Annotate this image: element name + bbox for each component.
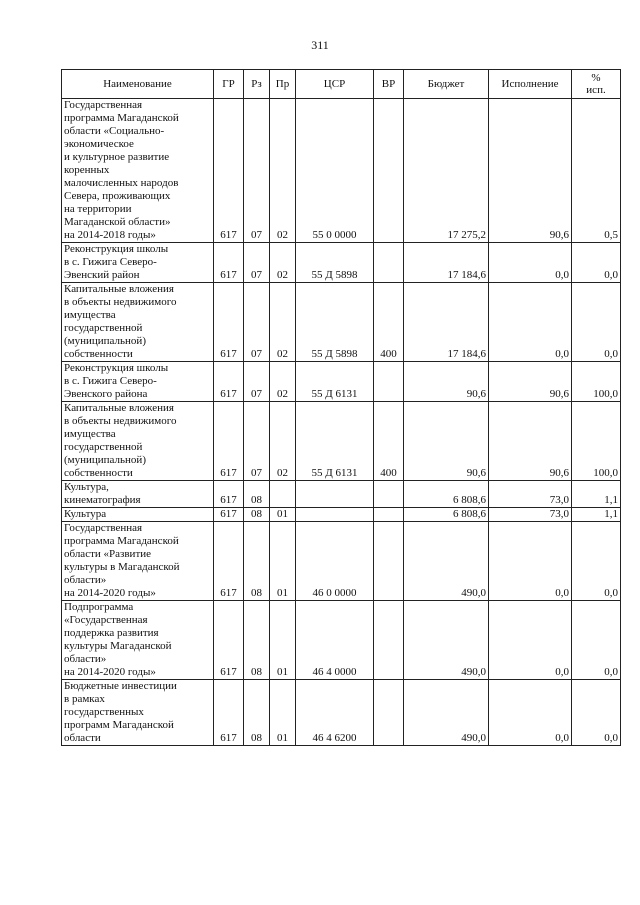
cell-name: Культура (62, 508, 214, 522)
cell-budget: 490,0 (404, 601, 489, 680)
cell-rz: 08 (244, 522, 270, 601)
cell-pr (270, 481, 296, 508)
cell-budget: 90,6 (404, 362, 489, 402)
cell-csr (296, 481, 374, 508)
table-row (62, 601, 621, 680)
cell-csr: 46 4 6200 (296, 680, 374, 746)
table-row (62, 402, 621, 481)
cell-pr: 02 (270, 243, 296, 283)
cell-vr (374, 522, 404, 601)
cell-vr (374, 508, 404, 522)
table-row (62, 481, 621, 508)
cell-csr (296, 508, 374, 522)
table-header-row (62, 70, 621, 99)
cell-execution: 73,0 (489, 481, 572, 508)
cell-vr (374, 481, 404, 508)
table-row (62, 99, 621, 243)
cell-execution: 0,0 (489, 283, 572, 362)
cell-gr: 617 (214, 99, 244, 243)
cell-gr: 617 (214, 283, 244, 362)
cell-vr (374, 362, 404, 402)
table-body (62, 99, 621, 746)
cell-budget: 17 275,2 (404, 99, 489, 243)
cell-budget: 490,0 (404, 680, 489, 746)
budget-table (61, 69, 621, 746)
cell-budget: 6 808,6 (404, 481, 489, 508)
cell-vr (374, 601, 404, 680)
cell-percent: 0,0 (572, 283, 621, 362)
cell-execution: 90,6 (489, 362, 572, 402)
table-row (62, 283, 621, 362)
cell-budget: 6 808,6 (404, 508, 489, 522)
table-row (62, 522, 621, 601)
cell-budget: 490,0 (404, 522, 489, 601)
table-row (62, 680, 621, 746)
cell-pr: 01 (270, 680, 296, 746)
cell-percent: 1,1 (572, 508, 621, 522)
cell-rz: 07 (244, 402, 270, 481)
cell-csr: 46 0 0000 (296, 522, 374, 601)
cell-pr: 02 (270, 362, 296, 402)
cell-csr: 55 Д 6131 (296, 362, 374, 402)
cell-gr: 617 (214, 481, 244, 508)
header-percent-label: % исп. (586, 72, 606, 96)
cell-percent: 1,1 (572, 481, 621, 508)
cell-budget: 90,6 (404, 402, 489, 481)
cell-percent: 100,0 (572, 402, 621, 481)
cell-percent: 0,0 (572, 680, 621, 746)
cell-csr: 55 Д 5898 (296, 283, 374, 362)
cell-vr (374, 680, 404, 746)
cell-vr (374, 99, 404, 243)
header-vr: ВР (374, 70, 404, 99)
cell-percent: 0,0 (572, 243, 621, 283)
cell-name: Подпрограмма «Государственная поддержка развития культуры Магаданской области» на 2014-2020 годы» (62, 601, 214, 680)
cell-rz: 08 (244, 508, 270, 522)
cell-name: Капитальные вложения в объекты недвижимого имущества государственной (муниципальной) собственности (62, 283, 214, 362)
cell-name: Капитальные вложения в объекты недвижимого имущества государственной (муниципальной) собственности (62, 402, 214, 481)
cell-gr: 617 (214, 243, 244, 283)
cell-percent: 100,0 (572, 362, 621, 402)
cell-gr: 617 (214, 522, 244, 601)
cell-csr: 46 4 0000 (296, 601, 374, 680)
cell-name: Культура, кинематография (62, 481, 214, 508)
cell-execution: 0,0 (489, 522, 572, 601)
cell-pr: 01 (270, 522, 296, 601)
cell-pr: 02 (270, 99, 296, 243)
cell-execution: 73,0 (489, 508, 572, 522)
cell-csr: 55 Д 5898 (296, 243, 374, 283)
header-percent (572, 70, 621, 99)
cell-rz: 08 (244, 481, 270, 508)
cell-budget: 17 184,6 (404, 243, 489, 283)
table-row (62, 508, 621, 522)
cell-execution: 0,0 (489, 680, 572, 746)
cell-rz: 07 (244, 99, 270, 243)
cell-pr: 02 (270, 283, 296, 362)
table-row (62, 362, 621, 402)
header-pr: Пр (270, 70, 296, 99)
cell-gr: 617 (214, 601, 244, 680)
cell-name: Государственная программа Магаданской области «Социально- экономическое и культурное развитие коренных малочисленных народов Севера, проживающих на территории Магаданской области» на 2014-2018 годы» (62, 99, 214, 243)
cell-execution: 0,0 (489, 243, 572, 283)
cell-csr: 55 0 0000 (296, 99, 374, 243)
cell-csr: 55 Д 6131 (296, 402, 374, 481)
cell-rz: 07 (244, 362, 270, 402)
cell-name: Реконструкция школы в с. Гижига Северо- Эвенский район (62, 243, 214, 283)
page-number: 311 (311, 38, 329, 52)
cell-percent: 0,0 (572, 522, 621, 601)
cell-budget: 17 184,6 (404, 283, 489, 362)
header-csr: ЦСР (296, 70, 374, 99)
cell-vr (374, 243, 404, 283)
cell-gr: 617 (214, 402, 244, 481)
cell-percent: 0,0 (572, 601, 621, 680)
cell-vr: 400 (374, 283, 404, 362)
cell-execution: 0,0 (489, 601, 572, 680)
cell-rz: 07 (244, 243, 270, 283)
cell-vr: 400 (374, 402, 404, 481)
header-budget: Бюджет (404, 70, 489, 99)
cell-execution: 90,6 (489, 99, 572, 243)
header-name: Наименование (62, 70, 214, 99)
cell-pr: 01 (270, 601, 296, 680)
cell-rz: 08 (244, 601, 270, 680)
cell-gr: 617 (214, 362, 244, 402)
table-row (62, 243, 621, 283)
cell-pr: 02 (270, 402, 296, 481)
cell-execution: 90,6 (489, 402, 572, 481)
header-execution: Исполнение (489, 70, 572, 99)
cell-gr: 617 (214, 680, 244, 746)
cell-rz: 08 (244, 680, 270, 746)
cell-name: Государственная программа Магаданской области «Развитие культуры в Магаданской области» на 2014-2020 годы» (62, 522, 214, 601)
cell-name: Реконструкция школы в с. Гижига Северо- Эвенского района (62, 362, 214, 402)
header-gr: ГР (214, 70, 244, 99)
cell-percent: 0,5 (572, 99, 621, 243)
header-rz: Рз (244, 70, 270, 99)
cell-name: Бюджетные инвестиции в рамках государственных программ Магаданской области (62, 680, 214, 746)
cell-gr: 617 (214, 508, 244, 522)
cell-rz: 07 (244, 283, 270, 362)
cell-pr: 01 (270, 508, 296, 522)
